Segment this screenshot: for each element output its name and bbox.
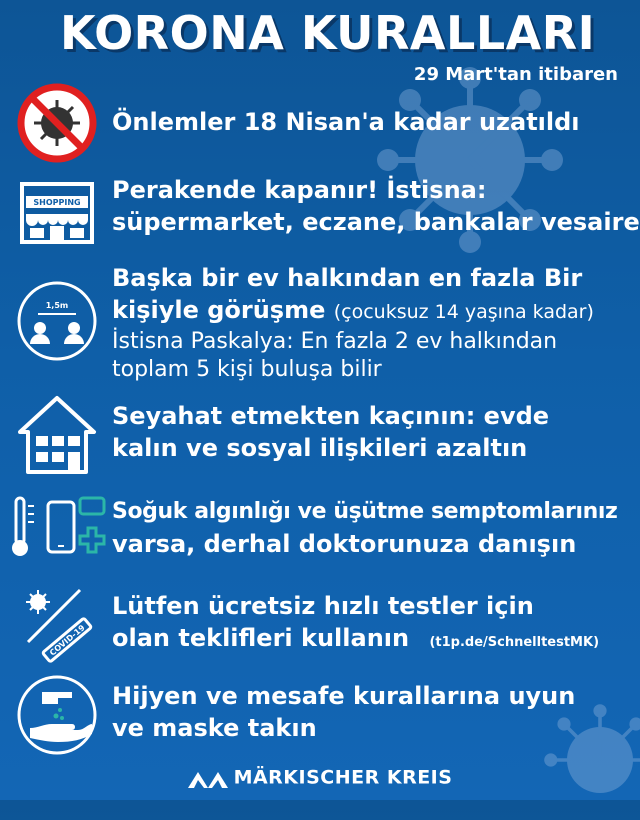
rule-contact xyxy=(0,262,640,382)
rule-travel xyxy=(0,392,640,482)
shopping-label: SHOPPING xyxy=(33,198,81,207)
rule-note: (çocuksuz 14 yaşına kadar) xyxy=(333,301,594,323)
rule-text: Başka bir ev halkından en fazla Bir xyxy=(112,264,583,292)
rule-text: Önlemler 18 Nisan'a kadar uzatıldı xyxy=(112,108,580,136)
symptoms-icon xyxy=(8,492,108,562)
rule-text: Lütfen ücretsiz hızlı testler için xyxy=(112,592,534,620)
rule-text: Soğuk algınlığı ve üşütme semptomlarınız xyxy=(112,499,618,524)
rule-hygiene xyxy=(0,672,640,758)
test-link[interactable]: (t1p.de/SchnelltestMK) xyxy=(429,635,600,650)
rule-symptoms xyxy=(0,492,640,562)
hand-wash-icon xyxy=(14,672,100,758)
distance-label: 1,5m xyxy=(45,301,69,310)
page-title: KORONA KURALLARI xyxy=(60,6,596,60)
rule-text: kalın ve sosyal ilişkileri azaltın xyxy=(112,434,528,462)
rule-text: varsa, derhal doktorunuza danışın xyxy=(112,530,577,558)
rule-text: Perakende kapanır! İstisna: xyxy=(112,176,487,204)
rule-text: olan teklifleri kullanın xyxy=(112,624,410,652)
covid-label: COVID-19 xyxy=(48,623,87,658)
rule-text: süpermarket, eczane, bankalar vesaire xyxy=(112,208,640,236)
date-subtitle: 29 Mart'tan itibaren xyxy=(413,64,618,85)
rule-text: Seyahat etmekten kaçının: evde xyxy=(112,402,550,430)
rule-text: Hijyen ve mesafe kurallarına uyun xyxy=(112,682,576,710)
mk-logo-icon xyxy=(188,766,228,790)
rule-text: ve maske takın xyxy=(112,714,317,742)
footer-brand xyxy=(0,766,640,790)
distance-people-icon xyxy=(14,278,100,364)
rule-text: kişiyle görüşme xyxy=(112,296,326,324)
house-icon xyxy=(14,392,100,478)
rule-text: İstisna Paskalya: En fazla 2 ev halkından xyxy=(112,329,558,354)
rule-extension xyxy=(0,80,640,170)
no-virus-icon xyxy=(14,80,100,166)
rule-tests xyxy=(0,582,640,662)
shopping-store-icon xyxy=(14,170,100,256)
test-swab-icon xyxy=(14,582,100,668)
brand-name: MÄRKISCHER KREIS xyxy=(233,766,453,789)
rule-retail xyxy=(0,170,640,260)
rule-text: toplam 5 kişi buluşa bilir xyxy=(112,357,382,382)
